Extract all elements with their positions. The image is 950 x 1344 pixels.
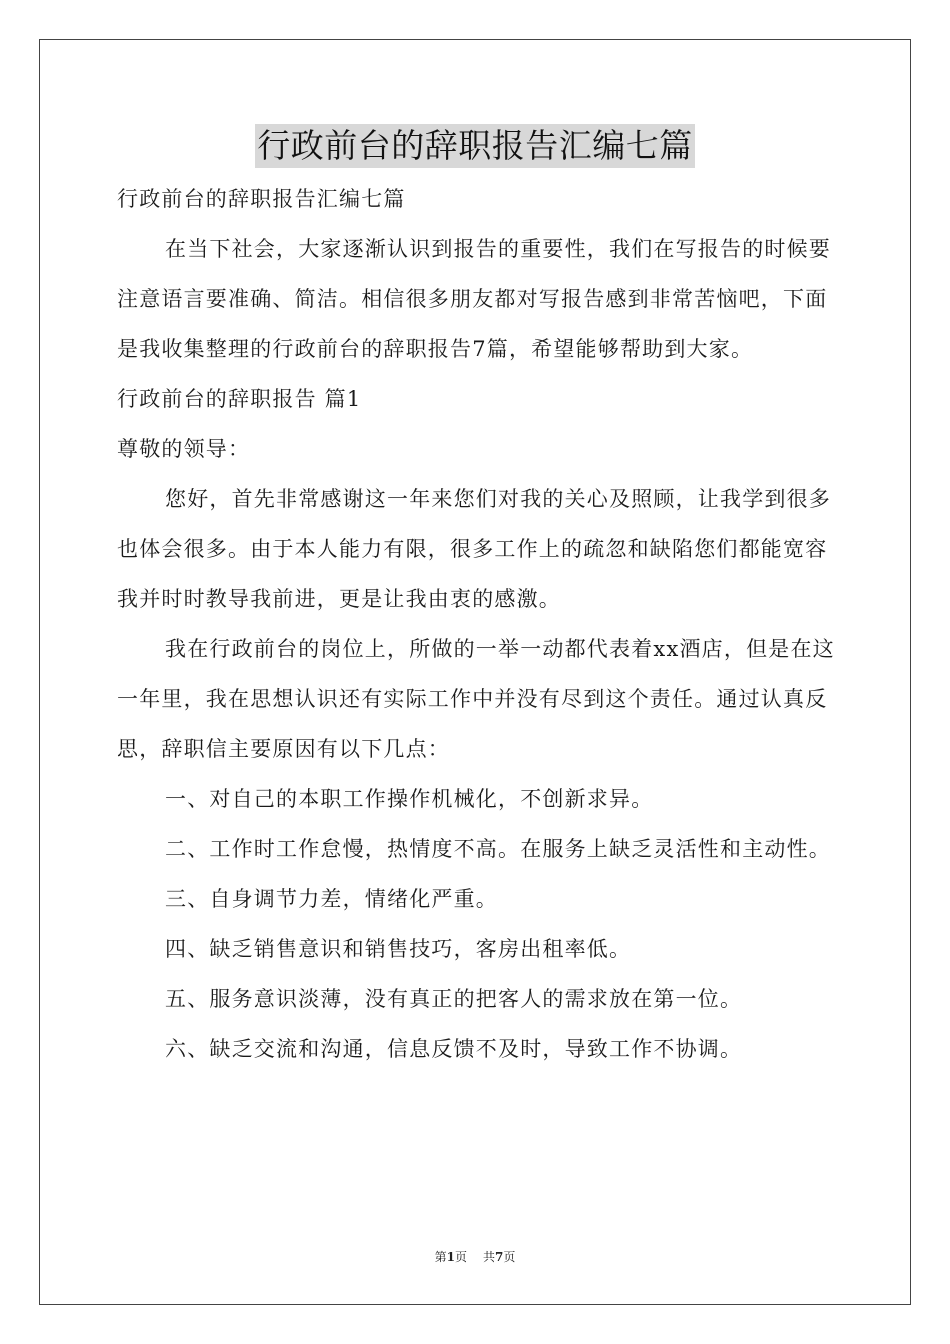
document-subtitle: 行政前台的辞职报告汇编七篇 (117, 187, 406, 211)
page-number-prefix: 第 (434, 1250, 447, 1264)
reason-item: 三、自身调节力差，情绪化严重。 (165, 887, 498, 911)
document-body (117, 174, 835, 1074)
total-pages-suffix: 页 (503, 1250, 516, 1264)
page-number-suffix: 页 (454, 1250, 467, 1264)
reason-item: 二、工作时工作怠慢，热情度不高。在服务上缺乏灵活性和主动性。 (165, 837, 831, 861)
reason-item: 五、服务意识淡薄，没有真正的把客人的需求放在第一位。 (165, 987, 743, 1011)
page-footer (0, 1249, 950, 1265)
body-paragraph: 我在行政前台的岗位上，所做的一举一动都代表着xx酒店，但是在这一年里，我在思想认识还有实际工作中并没有尽到这个责任。通过认真反思，辞职信主要原因有以下几点： (117, 637, 835, 761)
document-title: 行政前台的辞职报告汇编七篇 (255, 124, 695, 168)
current-page-number: 1 (446, 1250, 455, 1264)
body-paragraph: 您好，首先非常感谢这一年来您们对我的关心及照顾，让我学到很多也体会很多。由于本人能力有限，很多工作上的疏忽和缺陷您们都能宽容我并时时教导我前进，更是让我由衷的感激。 (117, 487, 831, 611)
total-pages-number: 7 (495, 1250, 504, 1264)
salutation: 尊敬的领导： (117, 437, 251, 461)
intro-paragraph: 在当下社会，大家逐渐认识到报告的重要性，我们在写报告的时候要注意语言要准确、简洁。相信很多朋友都对写报告感到非常苦恼吧，下面是我收集整理的行政前台的辞职报告7篇，希望能够帮助到大家。 (117, 237, 831, 361)
section-heading: 行政前台的辞职报告 篇1 (117, 387, 362, 411)
reason-item: 一、对自己的本职工作操作机械化，不创新求异。 (165, 787, 654, 811)
reason-item: 六、缺乏交流和沟通，信息反馈不及时，导致工作不协调。 (165, 1037, 743, 1061)
title-wrap (0, 124, 950, 168)
reason-item: 四、缺乏销售意识和销售技巧，客房出租率低。 (165, 937, 632, 961)
total-pages-prefix: 共 (483, 1250, 496, 1264)
